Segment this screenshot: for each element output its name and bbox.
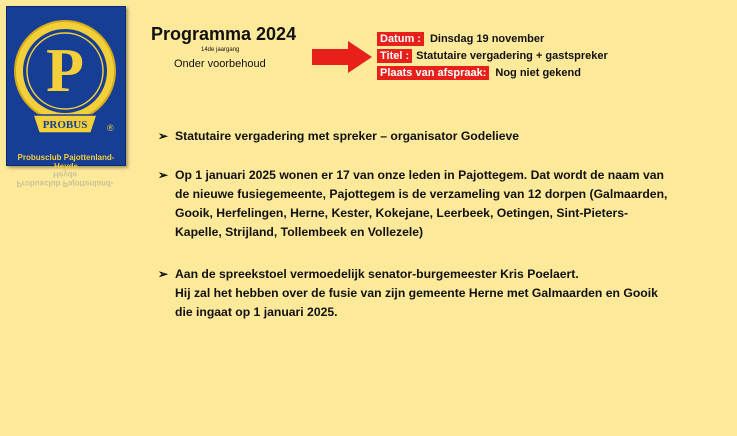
logo-letter: P — [46, 37, 84, 105]
logo-reflection-caption: Probusclub Pajottenland-Heyde — [16, 170, 114, 188]
page-title: Programma 2024 — [151, 24, 297, 44]
info-row-titel — [377, 49, 608, 63]
info-value-datum: Dinsdag 19 november — [429, 33, 545, 45]
bullet-3-line-3: die ingaat op 1 januari 2025. — [175, 305, 338, 319]
info-label-titel: Titel : — [377, 49, 412, 63]
registered-mark: ® — [107, 123, 114, 133]
logo-badge-text: PROBUS — [42, 119, 88, 131]
subtitle: Onder voorbehoud — [174, 58, 266, 70]
logo-reflection — [6, 168, 124, 192]
right-arrow-icon — [310, 40, 374, 74]
bullet-2-line-2: de nieuwe fusiegemeente, Pajottegem is de verzameling van 12 dorpen (Galmaarden, — [175, 187, 668, 201]
bullet-arrow-icon: ➢ — [158, 168, 169, 182]
logo-caption: Probusclub Pajottenland-Heyde — [17, 153, 115, 171]
bullet-2-line-4: Kapelle, Strijland, Tollembeek en Vollezele) — [175, 225, 424, 239]
jaargang-label: 14de jaargang — [201, 47, 240, 53]
probus-emblem — [7, 7, 125, 165]
info-value-titel: Statutaire vergadering + gastspreker — [416, 50, 608, 62]
bullet-2-line-3: Gooik, Herfelingen, Herne, Kester, Kokejane, Leerbeek, Oetingen, Sint-Pieters- — [175, 206, 629, 220]
bullet-3-line-2: Hij zal het hebben over de fusie van zijn gemeente Herne met Galmaarden en Gooik — [175, 286, 658, 300]
info-value-plaats: Nog niet gekend — [495, 67, 581, 79]
info-label-datum: Datum : — [377, 32, 424, 46]
probus-logo — [6, 6, 124, 172]
logo-panel — [6, 6, 126, 171]
bullet-arrow-icon: ➢ — [158, 129, 169, 143]
info-label-plaats: Plaats van afspraak: — [377, 66, 489, 80]
info-row-datum — [377, 32, 544, 46]
bullet-arrow-icon: ➢ — [158, 267, 169, 281]
info-row-plaats — [377, 66, 581, 80]
bullet-2-line-1: Op 1 januari 2025 wonen er 17 van onze leden in Pajottegem. Dat wordt de naam van — [175, 168, 664, 182]
bullet-3-line-1: Aan de spreekstoel vermoedelijk senator-burgemeester Kris Poelaert. — [175, 267, 579, 281]
bullet-1-line-1: Statutaire vergadering met spreker – organisator Godelieve — [175, 129, 520, 143]
